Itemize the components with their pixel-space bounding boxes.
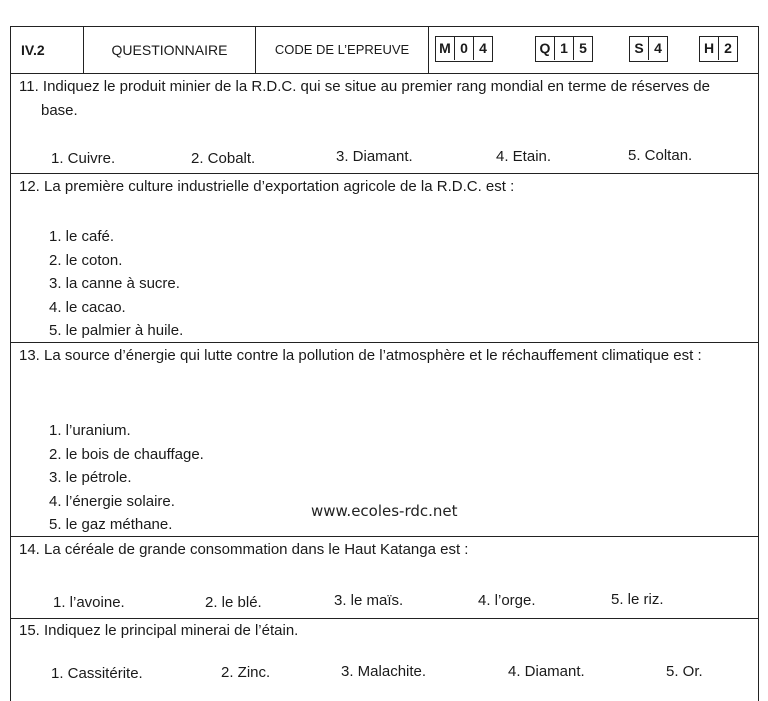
question-11 (11, 74, 758, 174)
option: 3. Diamant. (336, 148, 413, 165)
question-text: 15. Indiquez le principal minerai de l’étain. (19, 622, 299, 639)
question-text: 11. Indiquez le produit minier de la R.D.C. qui se situe au premier rang mondial en terme de réserves de base. (19, 78, 710, 119)
option: 3. la canne à sucre. (49, 275, 180, 292)
question-14 (11, 537, 758, 619)
option: 5. le riz. (611, 591, 664, 608)
code-group-m (435, 36, 493, 62)
code-char: 1 (555, 37, 574, 60)
option: 5. le gaz méthane. (49, 516, 173, 533)
code-group-h (699, 36, 738, 62)
option: 1. l’avoine. (53, 594, 125, 611)
option: 4. Etain. (496, 148, 552, 165)
option: 4. l’énergie solaire. (49, 492, 175, 510)
section-code: IV.2 (11, 27, 84, 73)
option-list (49, 419, 204, 537)
option: 5. Or. (666, 663, 703, 680)
questionnaire-sheet (10, 26, 759, 701)
code-group-q (535, 36, 593, 62)
code-char: 4 (479, 40, 487, 56)
option-list (49, 225, 183, 343)
option: 2. Zinc. (221, 664, 271, 681)
option: 1. l’uranium. (49, 422, 131, 439)
code-char: M (436, 37, 455, 60)
code-label: CODE DE L’EPREUVE (256, 27, 429, 73)
option: 2. Cobalt. (191, 150, 256, 167)
option: 2. le bois de chauffage. (49, 445, 204, 463)
question-text: 12. La première culture industrielle d’exportation agricole de la R.D.C. est : (19, 178, 515, 195)
option: 1. Cuivre. (51, 150, 116, 167)
doc-type: QUESTIONNAIRE (84, 27, 256, 73)
option: 5. le palmier à huile. (49, 322, 184, 339)
watermark-url: www.ecoles-rdc.net (311, 502, 458, 520)
option: 3. le pétrole. (49, 469, 132, 486)
option: 1. le café. (49, 228, 115, 245)
question-15 (11, 619, 758, 701)
code-char: 0 (455, 37, 474, 60)
question-text: 14. La céréale de grande consommation dans le Haut Katanga est : (19, 541, 469, 558)
code-char: H (700, 37, 719, 60)
option: 2. le coton. (49, 251, 123, 269)
code-char: 4 (654, 40, 662, 56)
option: 1. Cassitérite. (51, 665, 143, 682)
option: 3. le maïs. (334, 592, 404, 609)
code-group-s (629, 36, 668, 62)
option: 4. l’orge. (478, 592, 536, 609)
question-text: 13. La source d’énergie qui lutte contre la pollution de l’atmosphère et le réchauffement climatique est : (19, 347, 702, 364)
option: 3. Malachite. (341, 663, 427, 680)
exam-code (429, 27, 758, 73)
code-char: Q (536, 37, 555, 60)
option: 4. Diamant. (508, 663, 585, 680)
header-row (11, 26, 758, 74)
code-char: S (630, 37, 649, 60)
code-char: 5 (579, 40, 587, 56)
option: 2. le blé. (205, 594, 262, 611)
code-char: 2 (724, 40, 732, 56)
option: 5. Coltan. (628, 147, 693, 164)
question-12 (11, 174, 758, 343)
option: 4. le cacao. (49, 298, 126, 316)
